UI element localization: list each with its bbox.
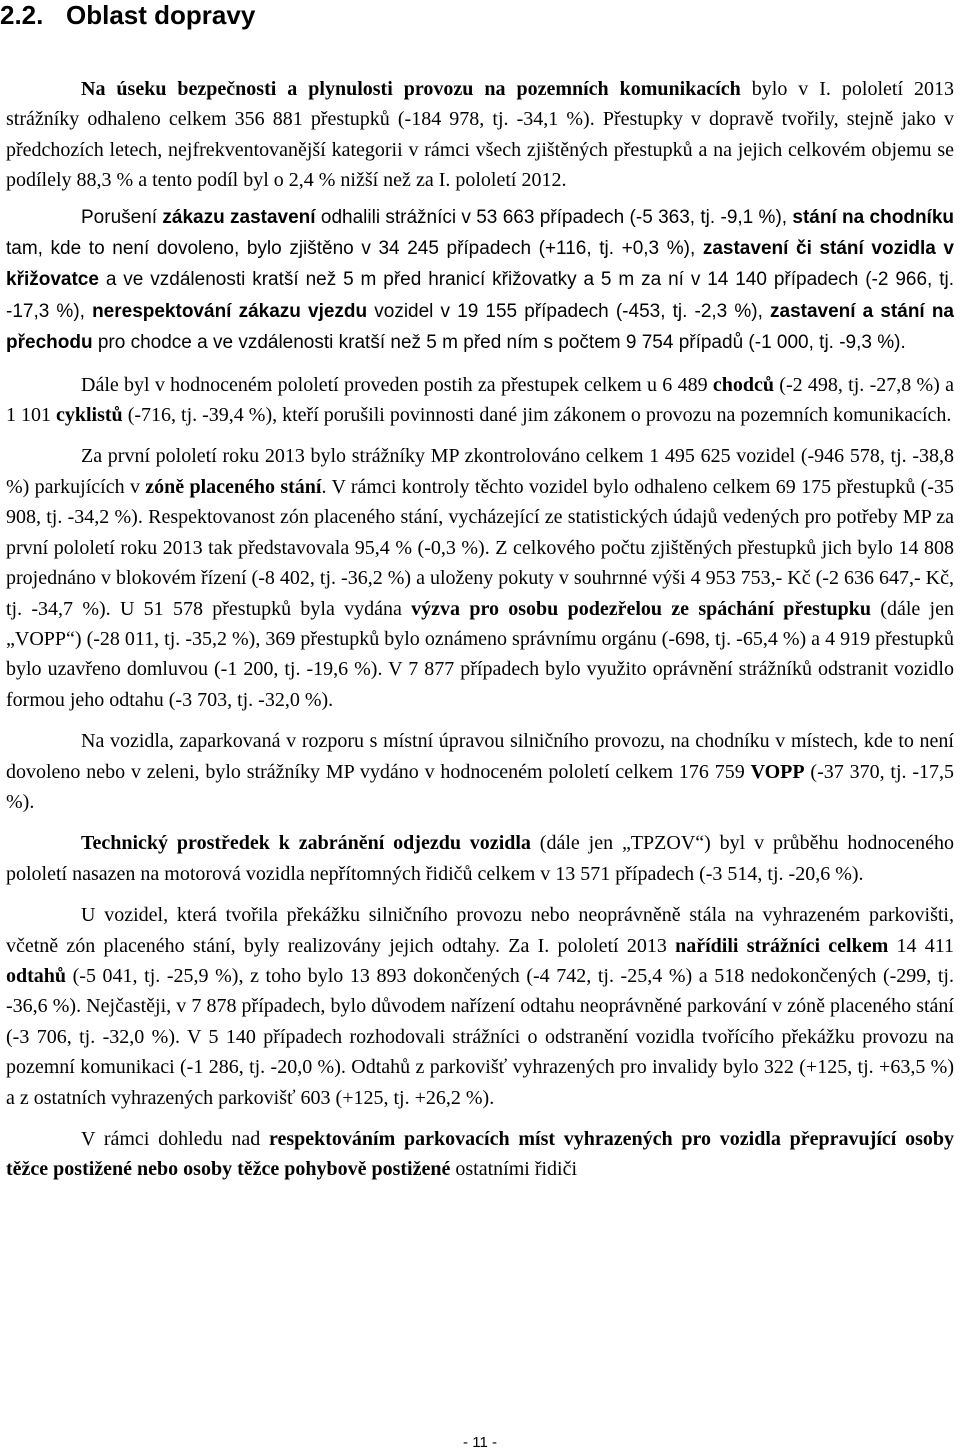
text-run: odhalili strážníci v 53 663 případech (-5 363, tj. -9,1 %), [315,206,793,228]
section-heading [0,0,255,30]
page-number: - 11 - [463,1434,497,1451]
bold-text-run: cyklistů [56,404,123,427]
bold-text-run: Na úseku bezpečnosti a plynulosti provozu na pozemních komunikacích [81,78,741,100]
paragraph [6,74,954,196]
text-run: tam, kde to není dovoleno, bylo zjištěno v 34 245 případech (+116, tj. +0,3 %), [6,238,703,260]
paragraph [6,726,954,817]
body-text [6,74,954,1196]
paragraph [6,441,954,715]
bold-text-run: zastavení či stání vozidla v křižovatce [6,238,954,291]
text-run: nižší než [340,169,411,192]
text-run: Za první pololetí roku 2013 bylo strážníky MP zkontrolováno celkem 1 495 625 vozidel (-946 578, tj. -38,8 %) parkujících v [6,445,954,498]
paragraph [6,370,954,431]
paragraph [6,828,954,889]
text-run: (dále jen „TPZOV“) byl v průběhu hodnoceného pololetí nasazen na motorová vozidla nepřítomných řidičů celkem v 13 571 případech (-3 514, tj. -20,6 %). [6,832,954,885]
paragraph [6,1124,954,1185]
bold-text-run: výzva pro osobu podezřelou ze spáchání přestupku [411,597,872,620]
text-run: Dále byl v hodnoceném pololetí proveden postih za přestupek celkem u 6 489 [81,373,713,396]
text-run: . V rámci kontroly těchto vozidel bylo odhaleno celkem 69 175 přestupků (-35 908, tj. -34,2 %). Respektovanost zón placeného stání, vycházející ze statistických údajů vedených pro potřeby MP za první pololetí roku 2013 tak představovala 95,4 % (-0,3 %). Z celkového počtu zjištěných přestupků jich bylo 14 808 projednáno v blokovém řízení (-8 402, tj. -36,2 %) a uloženy pokuty v souhrnné výši 4 953 753,- Kč (-2 636 647,- Kč, tj. -34,7 %). U 51 578 přestupků byla vydána [6,475,954,620]
bold-text-run: chodců [712,373,774,396]
text-run: Porušení [81,206,163,228]
bold-text-run: VOPP [750,760,805,783]
bold-text-run: zákazu zastavení [162,206,316,228]
text-run: Na vozidla, zaparkovaná v rozporu s místní úpravou silničního provozu, na chodníku v místech, kde to není dovoleno nebo v zeleni, bylo strážníky MP vydáno v hodnoceném pololetí celkem 176 759 [6,730,954,783]
text-run: a ve vzdálenosti kratší než 5 m před hranicí křižovatky a 5 m za ní v 14 140 případech (-2 966, tj. -17,3 %), [6,269,954,322]
text-run: pro chodce a ve vzdálenosti kratší než 5 m před ním s počtem 9 754 případů (-1 000, tj. -9,3 %). [92,332,906,354]
section-number: 2.2. [0,0,44,30]
text-run: (-37 370, tj. -17,5 %). [6,760,955,813]
bold-text-run: odtahů [6,964,67,987]
text-run: vozidel v 19 155 případech (-453, tj. -2,3 %), [367,300,770,322]
paragraph [6,900,954,1113]
text-run: za I. pololetí 2012. [410,169,567,192]
bold-text-run: zóně placeného stání [145,475,322,498]
bold-text-run: stání na chodníku [792,206,954,228]
bold-text-run: nařídili strážníci celkem [675,934,889,957]
text-run: (dále jen „VOPP“) (-28 011, tj. -35,2 %), 369 přestupků bylo oznámeno správnímu orgánu (-698, tj. -65,4 %) a 4 919 přestupků bylo uzavřeno domluvou (-1 200, tj. -19,6 %). V 7 877 případech bylo využito oprávnění strážníků odstranit vozidlo formou jeho odtahu (-3 703, tj. -32,0 %). [6,597,954,711]
text-run: (-716, tj. -39,4 %), kteří porušili povinnosti dané jim zákonem o provozu na pozemních komunikacích. [122,404,952,427]
text-run: (-2 498, tj. -27,8 %) a 1 101 [6,373,954,427]
bold-text-run: Technický prostředek k zabránění odjezdu vozidla [81,832,531,855]
text-run: V rámci dohledu nad [81,1128,269,1150]
bold-text-run: zastavení a stání na přechodu [6,300,954,354]
paragraph [6,202,954,359]
text-run: U vozidel, která tvořila překážku silničního provozu nebo neoprávněně stála na vyhrazeném parkovišti, včetně zón placeného stání, byly realizovány jejich odtahy. Za I. pololetí 2013 [6,904,954,957]
text-run: (-5 041, tj. -25,9 %), z toho bylo 13 893 dokončených (-4 742, tj. -25,4 %) a 518 nedokončených (-299, tj. -36,6 %). Nejčastěji, v 7 878 případech, bylo důvodem nařízení odtahu neoprávněné parkování v zóně placeného stání (-3 706, tj. -32,0 %). V 5 140 případech rozhodovali strážníci o odstranění vozidla tvořícího překážku provozu na pozemní komunikaci (-1 286, tj. -20,0 %). Odtahů z parkovišť vyhrazených pro invalidy bylo 322 (+125, tj. +63,5 %) a z ostatních vyhrazených parkovišť 603 (+125, tj. +26,2 %). [6,964,954,1109]
text-run: ostatními řidiči [450,1158,578,1181]
bold-text-run: nerespektování zákazu vjezdu [92,300,368,322]
text-run: bylo v I. pololetí 2013 strážníky odhaleno celkem 356 881 přestupků (-184 978, tj. -34,1 %). Přestupky v dopravě tvořily, stejně jako v předchozích letech, nejfrekventovanější kategorii v rámci všech zjištěných přestupků a na jejich celkovém objemu se podílely 88,3 % a tento podíl byl o 2,4 % [6,78,954,192]
section-title: Oblast dopravy [66,0,256,30]
text-run: 14 411 [888,934,954,957]
bold-text-run: respektováním parkovacích míst vyhrazených pro vozidla přepravující osoby těžce postižené nebo osoby těžce pohybově postižené [6,1128,954,1181]
